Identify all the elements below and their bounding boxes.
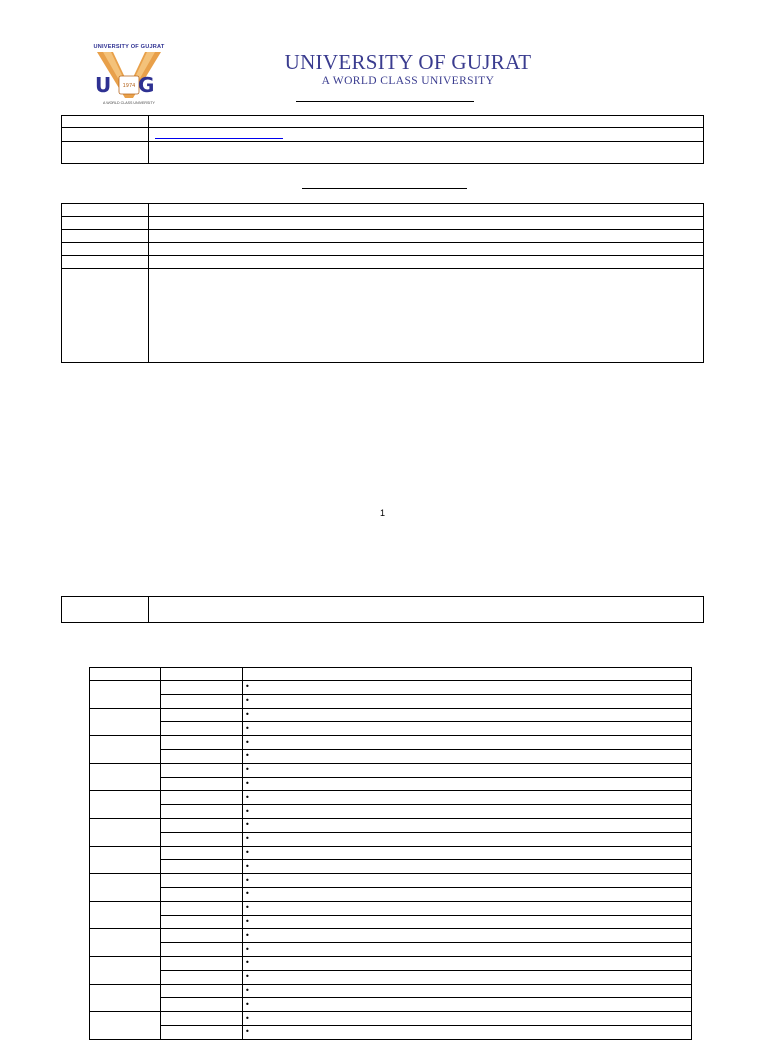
schedule-week-cell [90,791,161,819]
schedule-row [90,805,692,819]
bullet-icon: • [245,972,250,982]
bullet-icon: • [245,903,250,913]
schedule-topic-cell [243,694,692,708]
schedule-row [90,777,692,791]
schedule-row [90,832,692,846]
schedule-topic-cell [243,846,692,860]
schedule-topic-cell [243,681,692,695]
schedule-body [90,681,692,1040]
schedule-row [90,791,692,805]
table-row [62,204,704,217]
schedule-lecture-cell [161,860,243,874]
table-cell-label [62,116,149,128]
schedule-lecture-cell [161,929,243,943]
schedule-week-cell [90,1012,161,1040]
schedule-lecture-cell [161,763,243,777]
schedule-topic-cell [243,943,692,957]
bullet-icon: • [245,916,250,926]
schedule-topic-cell [243,722,692,736]
bullet-icon: • [245,723,250,733]
bullet-icon: • [245,709,250,719]
schedule-row [90,722,692,736]
schedule-week-cell [90,846,161,874]
schedule-week-cell [90,708,161,736]
bullet-icon: • [245,765,250,775]
table-cell-label [62,230,149,243]
schedule-lecture-cell [161,970,243,984]
bullet-icon: • [245,930,250,940]
schedule-lecture-cell [161,736,243,750]
schedule-topic-cell [243,970,692,984]
logo-top-text: UNIVERSITY OF GUJRAT [93,44,165,50]
schedule-topic-cell [243,777,692,791]
schedule-lecture-cell [161,749,243,763]
table-row [62,269,704,363]
schedule-week-cell [90,763,161,791]
bullet-icon: • [245,889,250,899]
schedule-lecture-cell [161,805,243,819]
bullet-icon: • [245,944,250,954]
schedule-topic-cell [243,860,692,874]
schedule-topic-cell [243,1012,692,1026]
bullet-icon: • [245,696,250,706]
schedule-lecture-cell [161,694,243,708]
schedule-lecture-cell [161,777,243,791]
table-header-row [90,668,692,681]
table-cell-value [149,230,704,243]
table-header-cell [161,668,243,681]
logo-emblem-icon [91,50,167,100]
schedule-lecture-cell [161,818,243,832]
table-cell-value [149,256,704,269]
bullet-icon: • [245,958,250,968]
schedule-topic-cell [243,832,692,846]
table-cell-value [149,269,704,363]
university-logo [88,44,170,104]
schedule-table [89,667,692,1040]
schedule-topic-cell [243,749,692,763]
university-name: UNIVERSITY OF GUJRAT [284,50,532,74]
schedule-topic-cell [243,929,692,943]
schedule-row [90,915,692,929]
table-row [62,243,704,256]
info-table-3 [61,596,704,623]
schedule-row [90,763,692,777]
schedule-topic-cell [243,998,692,1012]
schedule-topic-cell [243,736,692,750]
bullet-icon: • [245,792,250,802]
email-link[interactable] [155,138,283,139]
schedule-topic-cell [243,805,692,819]
schedule-lecture-cell [161,708,243,722]
table-cell-value [149,217,704,230]
schedule-topic-cell [243,818,692,832]
svg-text:U: U [95,73,112,97]
table-cell-label [62,597,149,623]
table-cell-label [62,204,149,217]
schedule-lecture-cell [161,1025,243,1039]
page-number: 1 [380,508,386,518]
bullet-icon: • [245,985,250,995]
bullet-icon: • [245,778,250,788]
bullet-icon: • [245,847,250,857]
bullet-icon: • [245,1013,250,1023]
bullet-icon: • [245,806,250,816]
schedule-lecture-cell [161,874,243,888]
schedule-row [90,970,692,984]
schedule-row [90,736,692,750]
schedule-week-cell [90,929,161,957]
schedule-row [90,943,692,957]
table-cell-label [62,217,149,230]
schedule-row [90,874,692,888]
table-cell-value [149,116,704,128]
table-cell-label [62,269,149,363]
schedule-week-cell [90,818,161,846]
table-cell-value [149,243,704,256]
table-cell-value [149,128,704,142]
schedule-topic-cell [243,956,692,970]
schedule-row [90,998,692,1012]
schedule-row [90,1025,692,1039]
schedule-lecture-cell [161,943,243,957]
bullet-icon: • [245,737,250,747]
table-cell-label [62,243,149,256]
schedule-week-cell [90,874,161,902]
schedule-topic-cell [243,887,692,901]
table-row [62,142,704,164]
schedule-row [90,818,692,832]
table-cell-value [149,204,704,217]
schedule-row [90,708,692,722]
table-cell-label [62,256,149,269]
table-cell-label [62,142,149,164]
schedule-lecture-cell [161,998,243,1012]
schedule-row [90,984,692,998]
heading-underline-2 [302,188,467,189]
table-row [62,256,704,269]
schedule-lecture-cell [161,956,243,970]
schedule-week-cell [90,901,161,929]
schedule-topic-cell [243,874,692,888]
schedule-lecture-cell [161,984,243,998]
schedule-row [90,694,692,708]
table-row [62,128,704,142]
schedule-row [90,929,692,943]
table-cell-value [149,597,704,623]
schedule-topic-cell [243,915,692,929]
schedule-topic-cell [243,791,692,805]
schedule-week-cell [90,956,161,984]
table-row [62,597,704,623]
info-table-1 [61,115,704,164]
svg-text:G: G [138,73,155,97]
table-header-cell [90,668,161,681]
schedule-lecture-cell [161,791,243,805]
bullet-icon: • [245,1027,250,1037]
schedule-row [90,1012,692,1026]
bullet-icon: • [245,875,250,885]
university-tagline: A WORLD CLASS UNIVERSITY [321,75,495,87]
schedule-lecture-cell [161,887,243,901]
schedule-row [90,681,692,695]
bullet-icon: • [245,820,250,830]
bullet-icon: • [245,861,250,871]
schedule-row [90,887,692,901]
schedule-row [90,749,692,763]
schedule-lecture-cell [161,901,243,915]
bullet-icon: • [245,751,250,761]
schedule-topic-cell [243,984,692,998]
schedule-week-cell [90,681,161,709]
bullet-icon: • [245,999,250,1009]
schedule-lecture-cell [161,722,243,736]
schedule-topic-cell [243,1025,692,1039]
heading-underline-1 [296,101,474,102]
svg-text:1974: 1974 [122,83,136,89]
logo-bottom-text: A WORLD CLASS UNIVERSITY [103,101,155,105]
table-row [62,230,704,243]
schedule-row [90,846,692,860]
info-table-2 [61,203,704,363]
bullet-icon: • [245,682,250,692]
schedule-week-cell [90,984,161,1012]
schedule-topic-cell [243,901,692,915]
schedule-lecture-cell [161,915,243,929]
schedule-topic-cell [243,708,692,722]
schedule-week-cell [90,736,161,764]
table-header-cell [243,668,692,681]
schedule-lecture-cell [161,681,243,695]
table-cell-value [149,142,704,164]
table-row [62,116,704,128]
bullet-icon: • [245,834,250,844]
schedule-row [90,956,692,970]
schedule-lecture-cell [161,1012,243,1026]
schedule-lecture-cell [161,846,243,860]
schedule-lecture-cell [161,832,243,846]
table-row [62,217,704,230]
table-cell-label [62,128,149,142]
schedule-row [90,901,692,915]
schedule-row [90,860,692,874]
schedule-topic-cell [243,763,692,777]
